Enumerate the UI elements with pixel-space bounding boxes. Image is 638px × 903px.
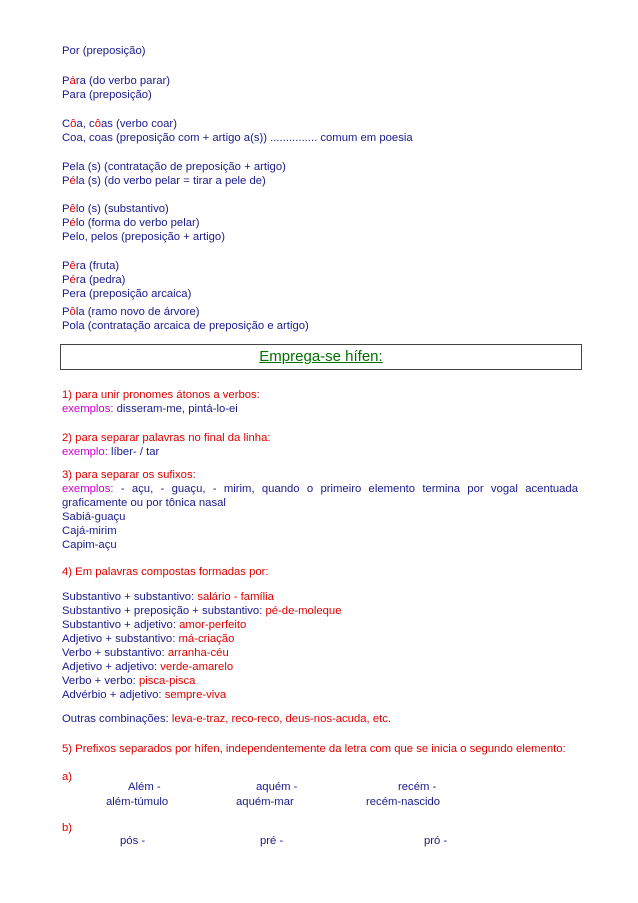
compound-example: pisca-pisca — [138, 675, 196, 687]
compound-row — [62, 660, 233, 674]
compound-row — [62, 604, 341, 618]
accent: é — [69, 217, 76, 229]
compound-example: verde-amarelo — [160, 661, 234, 673]
section-title: Emprega-se hífen: — [259, 348, 383, 365]
compound-kind: Advérbio + adjetivo: — [62, 689, 165, 701]
compound-example: pé-de-moleque — [265, 605, 342, 617]
text: ra (pedra) — [75, 274, 126, 286]
compound-row — [62, 674, 195, 688]
text: as (verbo coar) — [100, 118, 177, 130]
text: la (ramo novo de árvore) — [75, 306, 200, 318]
example-text: disseram-me, pintá-lo-ei — [113, 403, 238, 415]
prefix-pos: pós - — [120, 835, 146, 847]
compound-row — [62, 688, 226, 702]
para-prep-line: Para (preposição) — [62, 89, 152, 101]
text: lo (forma do verbo pelar) — [75, 217, 200, 229]
pelo-noun-line — [62, 202, 169, 216]
accent: ê — [69, 260, 76, 272]
rule3-text — [62, 482, 578, 510]
pera-stone-line — [62, 273, 125, 287]
accent: ô — [94, 118, 101, 130]
pelo-verb-line — [62, 216, 200, 230]
accent: é — [69, 175, 76, 187]
other-combinations — [62, 712, 391, 726]
text: a, c — [76, 118, 95, 130]
compound-kind: Substantivo + substantivo: — [62, 591, 198, 603]
rule5-a-label: a) — [62, 771, 73, 783]
rule5-title: 5) Prefixos separados por hífen, independentemente da letra com que se inicia o segundo elemento: — [62, 743, 566, 755]
pola-prep-line: Pola (contratação arcaica de preposição e artigo) — [62, 320, 309, 332]
text: P — [62, 260, 70, 272]
coa-verb-line — [62, 117, 177, 131]
prefix-recem: recém - — [398, 781, 437, 793]
text: P — [62, 203, 70, 215]
compound-kind: Adjetivo + substantivo: — [62, 633, 179, 645]
accent: ê — [69, 203, 76, 215]
example-text: líber- / tar — [107, 446, 160, 458]
coa-prep-line: Coa, coas (preposição com + artigo a(s)) ............... comum em poesia — [62, 132, 413, 144]
text: ra (fruta) — [75, 260, 120, 272]
rule4-title: 4) Em palavras compostas formadas por: — [62, 566, 269, 578]
text: lo (s) (substantivo) — [75, 203, 169, 215]
compound-kind: Adjetivo + adjetivo: — [62, 661, 161, 673]
example-label: exemplo: — [62, 446, 108, 458]
pela-prep-line: Pela (s) (contratação de preposição + artigo) — [62, 161, 286, 173]
rule3-body: - açu, - guaçu, - mirim, quando o primeiro elemento termina por vogal acentuada graficamente ou por tônica nasal — [62, 483, 578, 509]
para-verb-line — [62, 74, 170, 88]
compound-kind: Verbo + substantivo: — [62, 647, 168, 659]
pera-prep-line: Pera (preposição arcaica) — [62, 288, 192, 300]
example-label: exemplos: — [62, 483, 114, 495]
accent: ô — [69, 306, 76, 318]
compound-example: amor-perfeito — [179, 619, 247, 631]
accent: ô — [70, 118, 77, 130]
pela-verb-line — [62, 174, 266, 188]
example-recem: recém-nascido — [366, 796, 441, 808]
rule1-title: 1) para unir pronomes átonos a verbos: — [62, 389, 260, 401]
compound-example: leva-e-traz, reco-reco, deus-nos-acuda, etc. — [171, 713, 392, 725]
rule3-example-2: Cajá-mirim — [62, 525, 117, 537]
prefix-pre: pré - — [260, 835, 284, 847]
rule2-example — [62, 445, 159, 459]
pelo-prep-line: Pelo, pelos (preposição + artigo) — [62, 231, 225, 243]
accent: á — [69, 75, 76, 87]
compound-example: má-criação — [178, 633, 235, 645]
rule3-example-1: Sabiá-guaçu — [62, 511, 126, 523]
prefix-pro: pró - — [424, 835, 448, 847]
text: P — [62, 75, 70, 87]
rule3-example-3: Capim-açu — [62, 539, 117, 551]
accent: é — [69, 274, 76, 286]
compound-kind: Verbo + verbo: — [62, 675, 139, 687]
compound-kind: Outras combinações: — [62, 713, 172, 725]
example-label: exemplos: — [62, 403, 114, 415]
text: C — [62, 118, 71, 130]
example-alem: além-túmulo — [106, 796, 169, 808]
rule1-example — [62, 402, 238, 416]
prefix-aquem: aquém - — [256, 781, 298, 793]
compound-row — [62, 646, 229, 660]
compound-row — [62, 590, 274, 604]
rule5-b-label: b) — [62, 822, 73, 834]
pola-noun-line — [62, 305, 200, 319]
text: P — [62, 217, 70, 229]
text: P — [62, 175, 70, 187]
compound-example: sempre-viva — [164, 689, 227, 701]
section-header-box — [60, 344, 582, 370]
text: P — [62, 274, 70, 286]
rule3-title: 3) para separar os sufixos: — [62, 469, 196, 481]
text: P — [62, 306, 70, 318]
compound-kind: Substantivo + adjetivo: — [62, 619, 180, 631]
compound-example: arranha-céu — [167, 647, 229, 659]
compound-row — [62, 618, 246, 632]
rule2-title: 2) para separar palavras no final da linha: — [62, 432, 271, 444]
compound-kind: Substantivo + preposição + substantivo: — [62, 605, 266, 617]
por-line: Por (preposição) — [62, 45, 146, 57]
text: la (s) (do verbo pelar = tirar a pele de) — [75, 175, 266, 187]
compound-row — [62, 632, 234, 646]
pera-fruit-line — [62, 259, 119, 273]
prefix-alem: Além - — [128, 781, 161, 793]
text: ra (do verbo parar) — [75, 75, 171, 87]
compound-example: salário - família — [197, 591, 274, 603]
example-aquem: aquém-mar — [236, 796, 294, 808]
